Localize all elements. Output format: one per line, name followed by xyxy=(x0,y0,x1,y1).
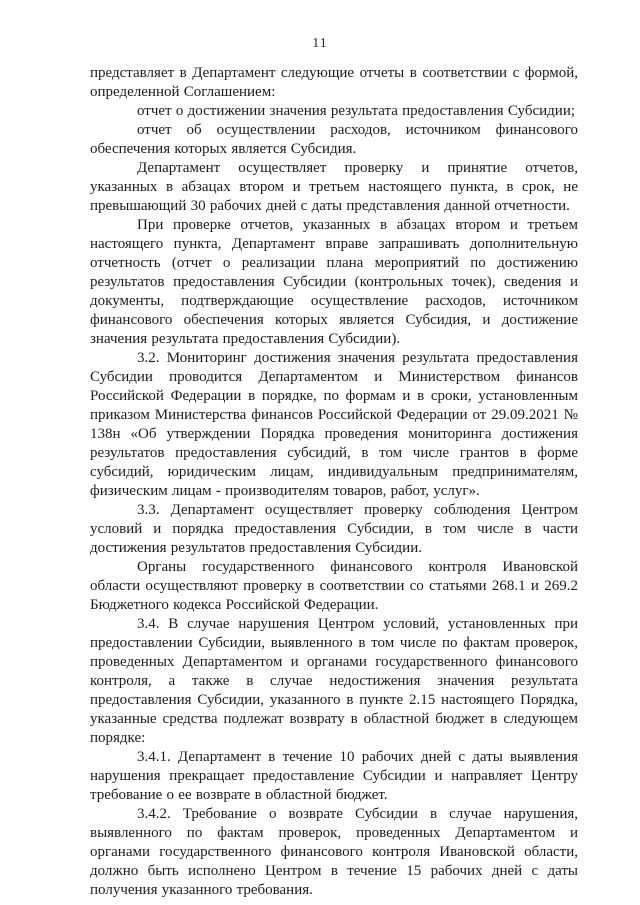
paragraph-continuation: представляет в Департамент следующие отчеты в соответствии с формой, определенной Соглашением: xyxy=(90,65,578,100)
paragraph-report-item-2: отчет об осуществлении расходов, источником финансового обеспечения которых является Субсидия. xyxy=(90,122,578,157)
document-body xyxy=(90,64,578,900)
paragraph-clause-3-4: 3.4. В случае нарушения Центром условий, установленных при предоставлении Субсидии, выявленного в том числе по фактам проверок, проведенных Департаментом и органами государственного финансового контроля, а также в случае недостижения значения результата предоставления Субсидии, указанного в пункте 2.15 настоящего Порядка, указанные средства подлежат возврату в областной бюджет в следующем порядке: xyxy=(90,616,578,746)
paragraph-state-control: Органы государственного финансового контроля Ивановской области осуществляют проверку в соответствии со статьями 268.1 и 269.2 Бюджетного кодекса Российской Федерации. xyxy=(90,559,578,613)
paragraph-report-item-1: отчет о достижении значения результата предоставления Субсидии; xyxy=(137,103,576,119)
paragraph-clause-3-4-2: 3.4.2. Требование о возврате Субсидии в случае нарушения, выявленного по фактам проверок, проведенных Департаментом и органами государственного финансового контроля Ивановской области, должно быть исполнено Центром в течение 15 рабочих дней с даты получения указанного требования. xyxy=(90,806,578,898)
paragraph-clause-3-2: 3.2. Мониторинг достижения значения результата предоставления Субсидии проводится Департаментом и Министерством финансов Российской Федерации в порядке, по формам и в сроки, установленным приказом Министерства финансов Российской Федерации от 29.09.2021 № 138н «Об утверждении Порядка проведения мониторинга достижения результатов предоставления субсидий, в том числе грантов в форме субсидий, юридическим лицам, индивидуальным предпринимателям, физическим лицам - производителям товаров, работ, услуг». xyxy=(90,350,578,499)
page-number: 11 xyxy=(312,36,328,51)
paragraph-review-terms: Департамент осуществляет проверку и принятие отчетов, указанных в абзацах втором и третьем настоящего пункта, в срок, не превышающий 30 рабочих дней с даты представления данной отчетности. xyxy=(90,160,578,214)
paragraph-clause-3-3: 3.3. Департамент осуществляет проверку соблюдения Центром условий и порядка предоставления Субсидии, в том числе в части достижения результатов предоставления Субсидии. xyxy=(90,502,578,556)
paragraph-additional-reporting: При проверке отчетов, указанных в абзацах втором и третьем настоящего пункта, Департамент вправе запрашивать дополнительную отчетность (отчет о реализации плана мероприятий по достижению результатов предоставления Субсидии (контрольных точек), сведения и документы, подтверждающие осуществление расходов, источником финансового обеспечения которых является Субсидия, и достижение значения результата предоставления Субсидии). xyxy=(90,217,578,347)
paragraph-clause-3-4-1: 3.4.1. Департамент в течение 10 рабочих дней с даты выявления нарушения прекращает предоставление Субсидии и направляет Центру требование о ее возврате в областной бюджет. xyxy=(90,749,578,803)
